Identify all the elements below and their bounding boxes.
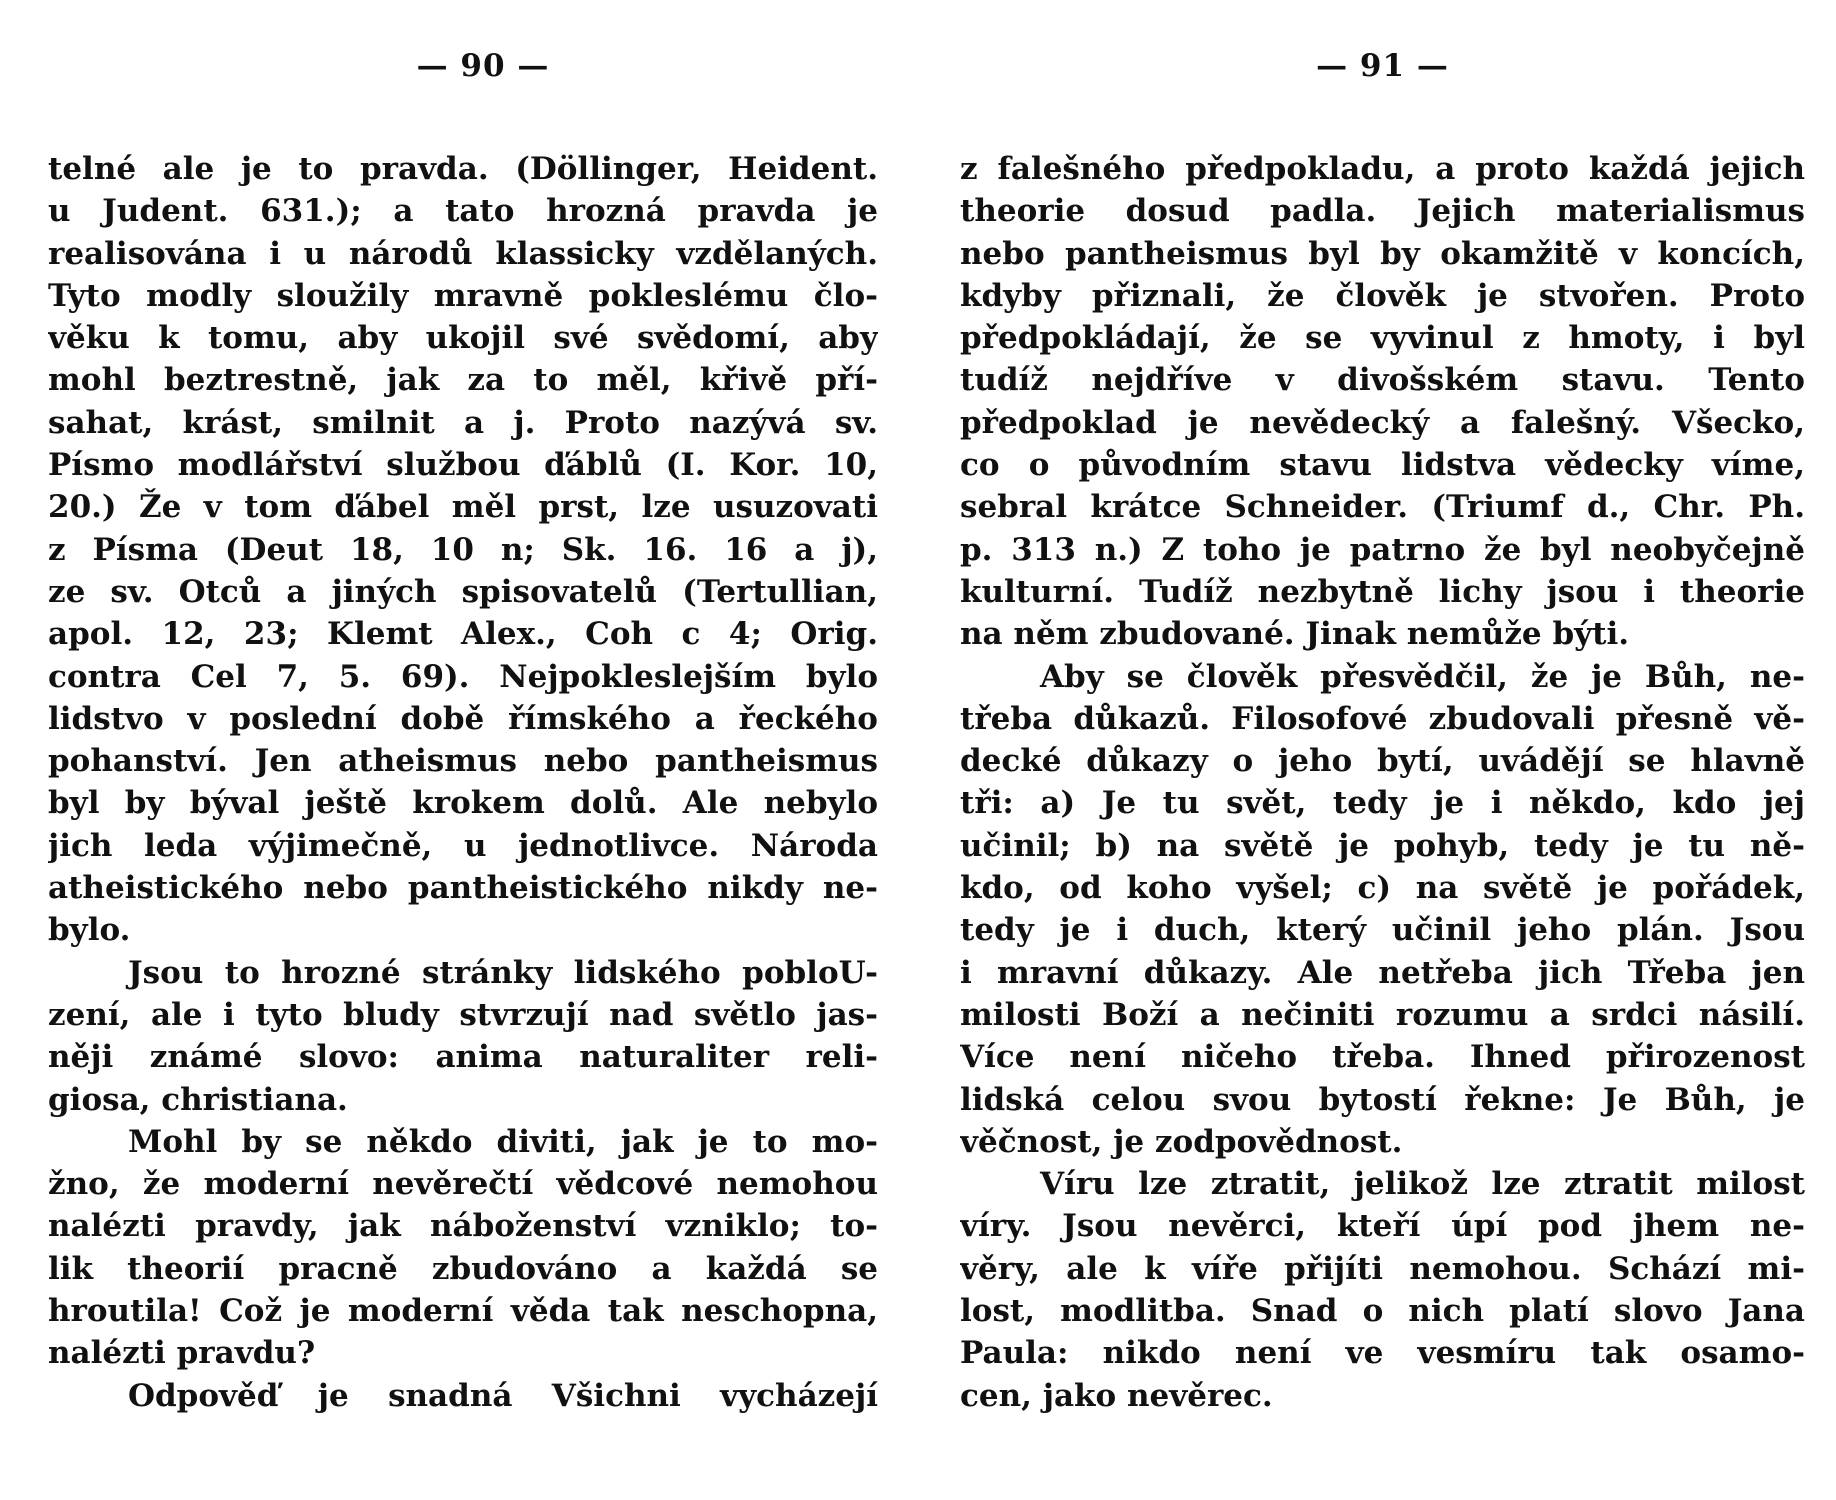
text-line: něji známé slovo: anima naturaliter reli- (48, 1039, 878, 1076)
page-number: — 90 — (416, 48, 550, 84)
text-line: p. 313 n.) Z toho je patrno že byl neobyčejně (960, 531, 1805, 568)
page-number: — 91 — (1316, 48, 1449, 84)
text-line: atheistického nebo pantheistického nikdy ne- (48, 870, 878, 907)
text-line: nalézti pravdu? (48, 1335, 316, 1372)
text-line: Odpověď je snadná Všichni vycházejí (128, 1377, 878, 1414)
text-line: třeba důkazů. Filosofové zbudovali přesně vě- (960, 700, 1805, 737)
page-text-block (960, 148, 1805, 1417)
text-line: Aby se člověk přesvědčil, že je Bůh, ne- (1040, 658, 1805, 695)
text-line: contra Cel 7, 5. 69). Nejpokleslejším bylo (48, 658, 878, 695)
text-line: Jsou to hrozné stránky lidského pobloU- (128, 954, 878, 991)
text-line: realisována i u národů klassicky vzdělaných. (48, 235, 878, 272)
text-line: theorie dosud padla. Jejich materialismus (960, 193, 1805, 230)
text-line: učinil; b) na světě je pohyb, tedy je tu ně- (960, 827, 1805, 864)
text-line: lik theorií pracně zbudováno a každá se (48, 1250, 878, 1287)
left-page (48, 0, 878, 1500)
text-line: tři: a) Je tu svět, tedy je i někdo, kdo jej (960, 785, 1805, 822)
text-line: tedy je i duch, který učinil jeho plán. Jsou (960, 912, 1805, 949)
text-line: Víru lze ztratit, jelikož lze ztratit milost (1040, 1166, 1805, 1203)
text-line: nalézti pravdy, jak náboženství vzniklo; to- (48, 1208, 878, 1245)
text-line: lost, modlitba. Snad o nich platí slovo Jana (960, 1293, 1805, 1330)
text-line: decké důkazy o jeho bytí, uvádějí se hlavně (960, 743, 1805, 780)
text-line: kulturní. Tudíž nezbytně lichy jsou i theorie (960, 573, 1805, 610)
text-line: Více není ničeho třeba. Ihned přirozenost (960, 1039, 1805, 1076)
text-line: milosti Boží a nečiniti rozumu a srdci násilí. (960, 996, 1805, 1033)
text-line: lidstvo v poslední době římského a řeckého (48, 700, 878, 737)
text-line: bylo. (48, 912, 131, 949)
text-line: víry. Jsou nevěrci, kteří úpí pod jhem ne- (960, 1208, 1805, 1245)
text-line: kdo, od koho vyšel; c) na světě je pořádek, (960, 870, 1805, 907)
text-line: giosa, christiana. (48, 1081, 348, 1118)
text-line: žno, že moderní nevěrečtí vědcové nemohou (48, 1166, 878, 1203)
right-page (960, 0, 1805, 1500)
text-line: mohl beztrestně, jak za to měl, křivě pří- (48, 362, 878, 399)
text-line: Paula: nikdo není ve vesmíru tak osamo- (960, 1335, 1805, 1372)
text-line: pohanství. Jen atheismus nebo pantheismus (48, 743, 878, 780)
text-line: z falešného předpokladu, a proto každá jejich (960, 151, 1805, 187)
text-line: co o původním stavu lidstva vědecky víme, (960, 447, 1805, 484)
text-line: nebo pantheismus byl by okamžitě v koncích, (960, 235, 1805, 272)
text-line: z Písma (Deut 18, 10 n; Sk. 16. 16 a j), (48, 531, 878, 568)
text-line: lidská celou svou bytostí řekne: Je Bůh, je (960, 1081, 1805, 1118)
text-line: jich leda výjimečně, u jednotlivce. Národa (48, 827, 878, 864)
text-line: hroutila! Což je moderní věda tak neschopna, (48, 1293, 878, 1330)
text-line: zení, ale i tyto bludy stvrzují nad světlo jas- (48, 996, 878, 1033)
text-line: věku k tomu, aby ukojil své svědomí, aby (48, 320, 878, 357)
text-line: věry, ale k víře přijíti nemohou. Schází mi- (960, 1250, 1805, 1287)
text-line: Mohl by se někdo diviti, jak je to mo- (128, 1123, 878, 1160)
text-line: sebral krátce Schneider. (Triumf d., Chr. Ph. (960, 489, 1805, 526)
text-line: 20.) Že v tom ďábel měl prst, lze usuzovati (48, 489, 878, 526)
text-line: předpokládají, že se vyvinul z hmoty, i byl (960, 320, 1805, 357)
text-line: Písmo modlářství službou ďáblů (I. Kor. 10, (48, 447, 878, 484)
text-line: i mravní důkazy. Ale netřeba jich Třeba jen (960, 954, 1805, 991)
text-line: cen, jako nevěrec. (960, 1377, 1273, 1414)
text-line: sahat, krást, smilnit a j. Proto nazývá sv. (48, 404, 878, 441)
text-line: telné ale je to pravda. (Döllinger, Heident. (48, 151, 878, 187)
text-line: u Judent. 631.); a tato hrozná pravda je (48, 193, 878, 230)
text-line: předpoklad je nevědecký a falešný. Všecko, (960, 404, 1805, 441)
text-line: tudíž nejdříve v divošském stavu. Tento (960, 362, 1805, 399)
text-line: Tyto modly sloužily mravně pokleslému člo- (48, 277, 878, 314)
page-text-block (48, 148, 878, 1417)
text-line: ze sv. Otců a jiných spisovatelů (Tertullian, (48, 573, 878, 610)
text-line: na něm zbudované. Jinak nemůže býti. (960, 616, 1630, 653)
text-line: apol. 12, 23; Klemt Alex., Coh c 4; Orig. (48, 616, 878, 653)
text-line: byl by býval ještě krokem dolů. Ale nebylo (48, 785, 878, 822)
text-line: kdyby přiznali, že člověk je stvořen. Proto (960, 277, 1805, 314)
text-line: věčnost, je zodpovědnost. (960, 1123, 1403, 1160)
